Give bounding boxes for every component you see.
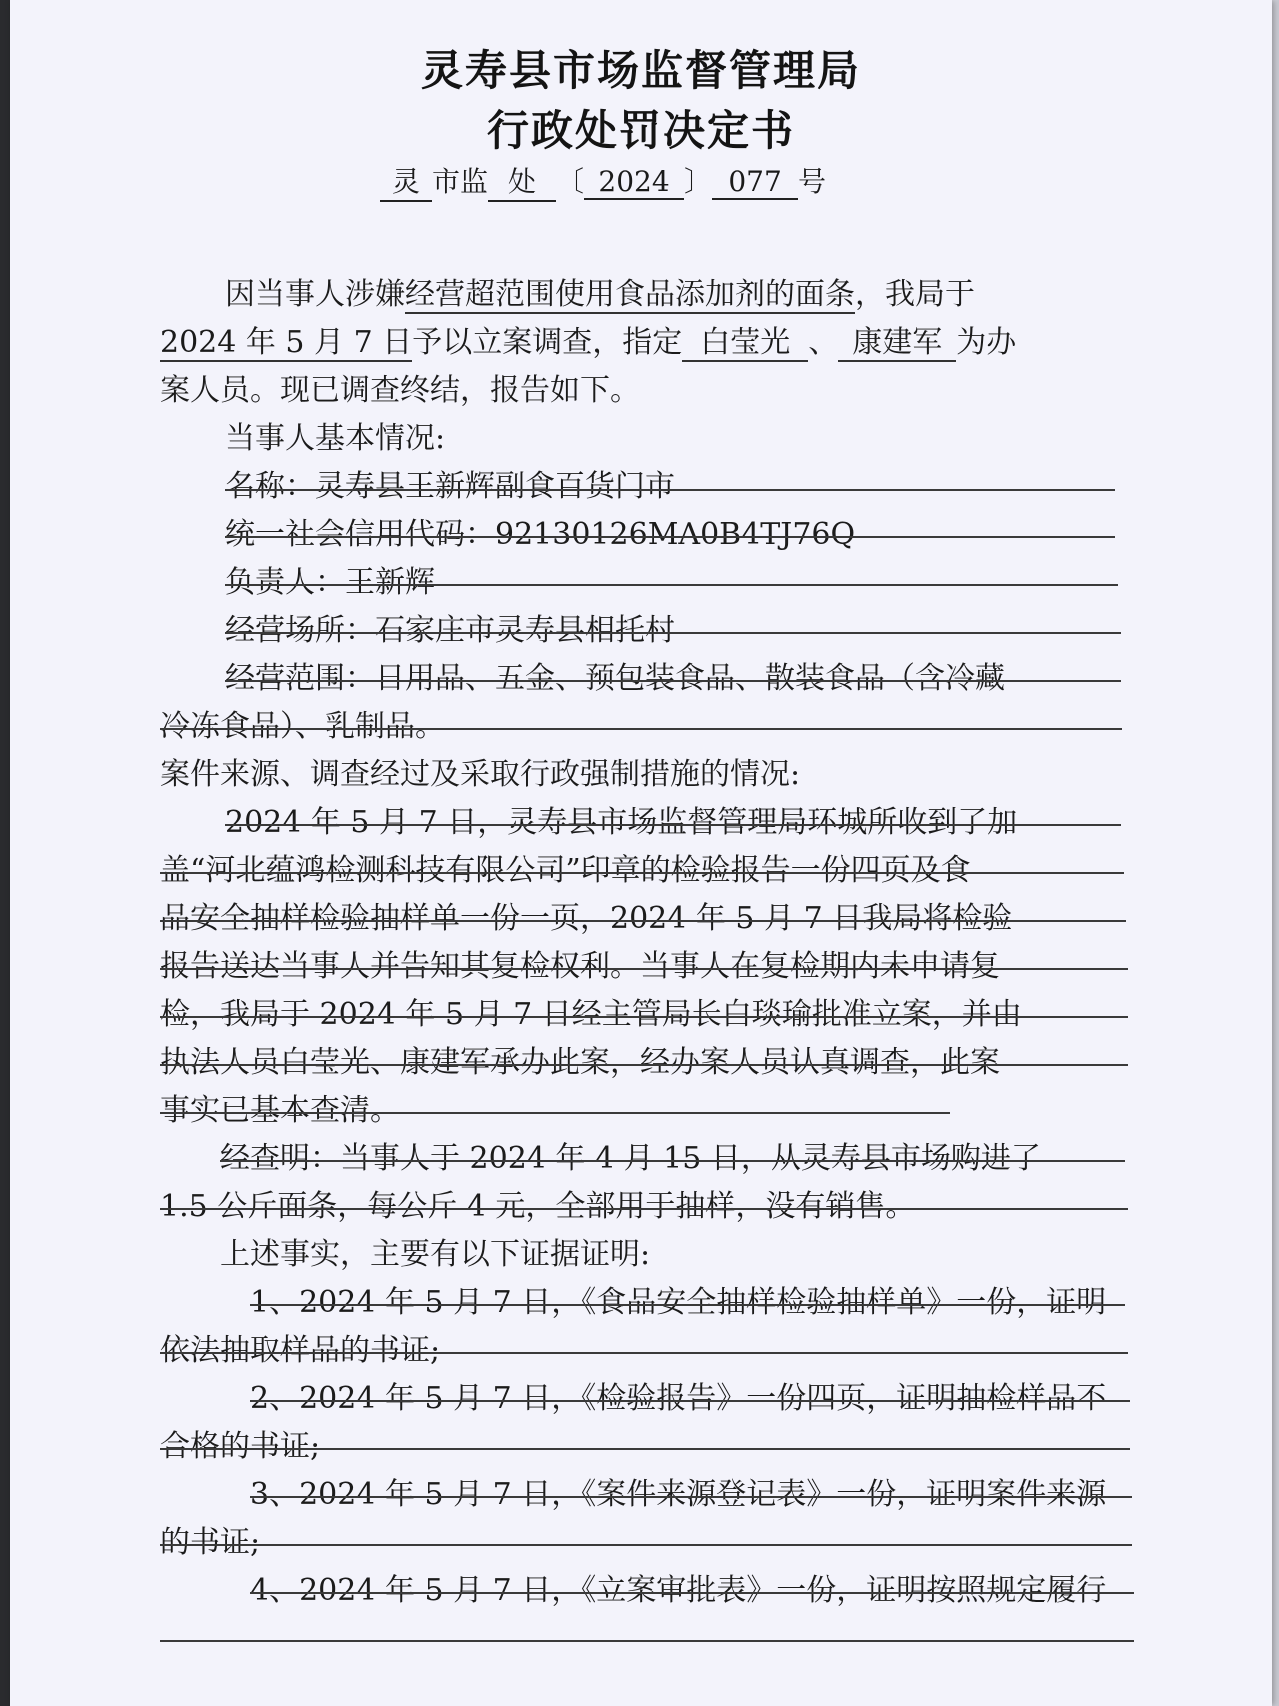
party-credit-code: 统一社会信用代码：92130126MA0B4TJ76Q <box>225 517 856 552</box>
underline <box>225 536 1115 538</box>
evidence-3-line-1: 3、2024 年 5 月 7 日，《案件来源登记表》一份，证明案件来源 <box>250 1477 1107 1512</box>
intro-text: 为办 <box>956 325 1017 360</box>
underline <box>160 1064 1128 1066</box>
findings-line-2: 1.5 公斤面条，每公斤 4 元，全部用于抽样，没有销售。 <box>160 1189 916 1224</box>
case-line-3: 品安全抽样检验抽样单一份一页，2024 年 5 月 7 日我局将检验 <box>160 901 1013 936</box>
officer-1: 白莹光 <box>682 325 808 362</box>
underline <box>250 1304 1125 1306</box>
evidence-3-line-2: 的书证; <box>160 1525 261 1560</box>
evidence-1-line-2: 依法抽取样品的书证; <box>160 1333 441 1368</box>
evidence-4-line-1: 4、2024 年 5 月 7 日，《立案审批表》一份，证明按照规定履行 <box>250 1573 1107 1608</box>
evidence-2-line-2: 合格的书证; <box>160 1429 321 1464</box>
underline <box>160 1448 1130 1450</box>
underline <box>160 1112 950 1114</box>
intro-text: 予以立案调查，指定 <box>412 325 683 360</box>
party-person: 负责人：王新辉 <box>225 565 435 600</box>
underline <box>160 1208 1128 1210</box>
intro-text: ，我局于 <box>855 277 975 312</box>
intro-text: 、 <box>808 325 839 360</box>
intro-line-3: 案人员。现已调查终结，报告如下。 <box>160 373 640 408</box>
underline <box>160 920 1126 922</box>
underline <box>250 1496 1132 1498</box>
evidence-1-line-1: 1、2024 年 5 月 7 日，《食品安全抽样检验抽样单》一份，证明 <box>250 1285 1107 1320</box>
case-line-1: 2024 年 5 月 7 日，灵寿县市场监督管理局环城所收到了加 <box>225 805 1018 840</box>
underline <box>225 584 1118 586</box>
party-scope-1: 经营范围：日用品、五金、预包装食品、散装食品（含冷藏 <box>225 661 1005 696</box>
docno-type: 处 <box>488 160 556 202</box>
underline <box>160 1016 1128 1018</box>
underline <box>225 680 1121 682</box>
docno-prefix: 灵 <box>380 160 432 202</box>
underline <box>160 728 1122 730</box>
intro-line-2 <box>160 318 1120 368</box>
document-type-title: 行政处罚决定书 <box>486 106 795 155</box>
docno-bracket-open: 〔 <box>556 165 585 198</box>
underline <box>160 1544 1132 1546</box>
party-name: 名称：灵寿县王新辉副食百货门市 <box>225 469 675 504</box>
party-place: 经营场所：石家庄市灵寿县相托村 <box>225 613 675 648</box>
case-line-5: 检，我局于 2024 年 5 月 7 日经主管局长白琰瑜批准立案，并由 <box>160 997 1022 1032</box>
docno-serial: 077 <box>712 165 798 200</box>
docno-bracket-close: 〕 <box>684 165 713 198</box>
docno-suffix: 号 <box>798 165 827 198</box>
intro-text: 因当事人涉嫌 <box>225 277 405 312</box>
party-scope-2: 冷冻食品）、乳制品。 <box>160 709 445 744</box>
filing-date: 2024 年 5 月 7 日 <box>160 325 413 360</box>
evidence-2-line-1: 2、2024 年 5 月 7 日，《检验报告》一份四页，证明抽检样品不 <box>250 1381 1107 1416</box>
case-line-4: 报告送达当事人并告知其复检权利。当事人在复检期内未申请复 <box>160 949 1000 984</box>
underline <box>160 872 1124 874</box>
document-number <box>380 160 826 202</box>
underline <box>160 1640 1134 1642</box>
document-page <box>10 0 1272 1706</box>
underline <box>225 824 1121 826</box>
docno-year: 2024 <box>584 165 684 200</box>
underline <box>220 1160 1125 1162</box>
docno-agency: 市监 <box>432 165 489 198</box>
underline <box>225 632 1121 634</box>
underline <box>160 968 1128 970</box>
case-line-6: 执法人员白莹光、康建军承办此案，经办案人员认真调查，此案 <box>160 1045 1000 1080</box>
underline <box>225 489 1115 491</box>
organization-title: 灵寿县市场监督管理局 <box>420 46 861 95</box>
officer-2: 康建军 <box>838 325 956 362</box>
findings-line-1: 经查明：当事人于 2024 年 4 月 15 日，从灵寿县市场购进了 <box>220 1141 1041 1176</box>
case-subject: 经营超范围使用食品添加剂的面条 <box>405 277 855 312</box>
underline <box>250 1592 1134 1594</box>
evidence-heading: 上述事实，主要有以下证据证明: <box>220 1237 651 1272</box>
case-line-7: 事实已基本查清。 <box>160 1093 400 1128</box>
intro-line-1 <box>225 270 1125 320</box>
party-heading: 当事人基本情况: <box>225 421 446 456</box>
case-heading: 案件来源、调查经过及采取行政强制措施的情况: <box>160 757 801 792</box>
case-line-2: 盖“河北蕴鸿检测科技有限公司”印章的检验报告一份四页及食 <box>160 853 971 888</box>
underline <box>160 1352 1128 1354</box>
underline <box>250 1400 1130 1402</box>
